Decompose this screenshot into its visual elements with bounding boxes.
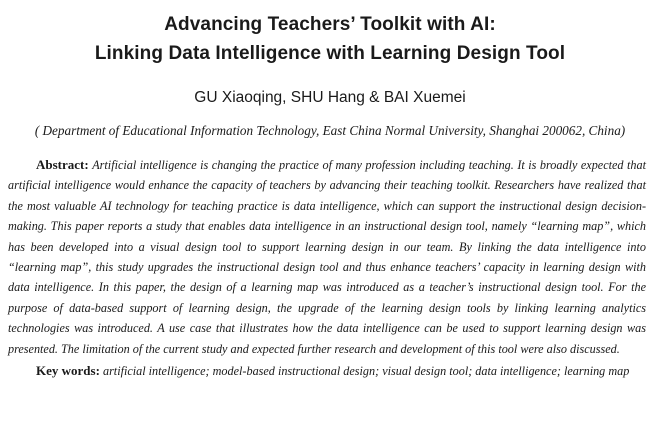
author-list: GU Xiaoqing, SHU Hang & BAI Xuemei: [194, 89, 466, 106]
title-line-1: Advancing Teachers’ Toolkit with AI:: [164, 14, 496, 35]
abstract-section: [8, 155, 646, 359]
abstract-text: Artificial intelligence is changing the practice of many profession including teaching. It is broadly expected that artificial intelligence would enhance the capacity of teachers by advancing their teaching toolkit. Researchers have realized that the most valuable AI technology for teaching practice is data intelligence, which can support the instructional design decision-making. This paper reports a study that enables data intelligence in an instructional design tool, namely “learning map”, which has been developed into a visual design tool to support learning design in our team. By linking the data intelligence into “learning map”, this study upgrades the instructional design tool and thus enhance teachers’ capacity in learning design with data intelligence. In this paper, the design of a learning map was introduced as a teacher’s instructional design tool. For the purpose of data-based support of learning design, the upgrade of the learning design tools by linking learning analytics technologies was introduced. A use case that illustrates how the data intelligence can be used to support learning design was presented. The limitation of the current study and expected further research and development of this tool were also discussed.: [8, 158, 646, 356]
affiliation: ( Department of Educational Information Technology, East China Normal University, Shanghai 200062, China): [34, 123, 626, 138]
keywords-label: Key words:: [36, 363, 100, 379]
title-line-2: Linking Data Intelligence with Learning Design Tool: [94, 43, 566, 64]
keywords-section: [8, 361, 646, 381]
abstract-label: Abstract:: [36, 157, 89, 172]
paper-title: [0, 0, 660, 68]
keywords-text: artificial intelligence; model-based instructional design; visual design tool; data intelligence; learning map: [102, 364, 630, 379]
